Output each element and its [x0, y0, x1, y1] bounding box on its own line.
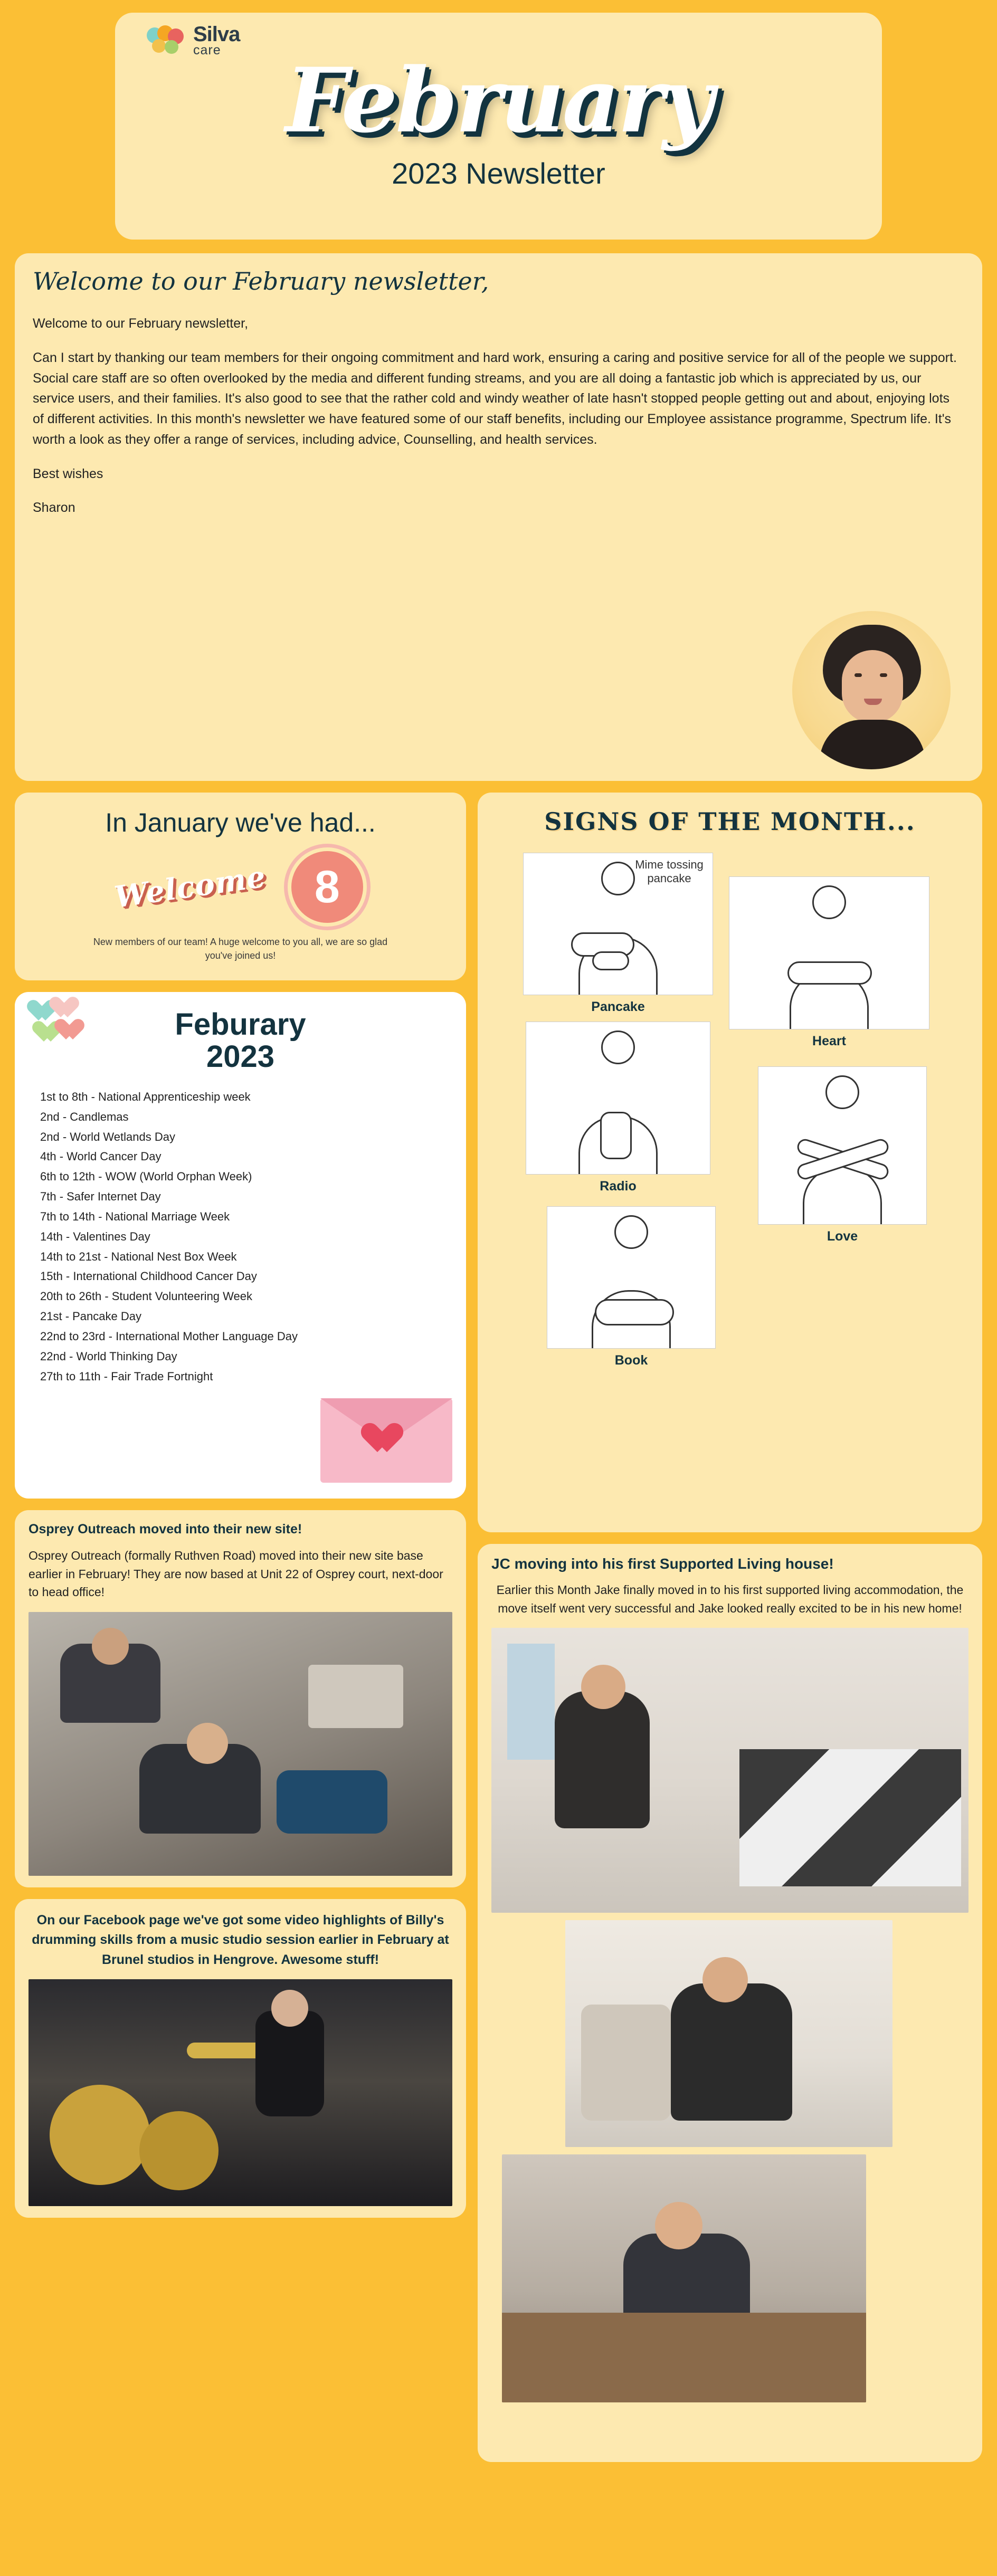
welcome-paragraph: Welcome to our February newsletter,: [33, 316, 249, 331]
sign-love-label: Love: [827, 1229, 858, 1244]
facebook-text: On our Facebook page we've got some video highlights of Billy's drumming skills from a music studio session earlier in February at Brunel studios in Hengrove. Awesome stuff!: [32, 1912, 449, 1967]
list-item: 20th to 26th - Student Volunteering Week: [40, 1290, 252, 1303]
signs-title: SIGNS OF THE MONTH...: [544, 807, 916, 836]
list-item: 2nd - Candlemas: [40, 1110, 129, 1123]
page-title: February: [285, 47, 712, 152]
welcome-badge-text: Welcome: [112, 859, 268, 915]
list-item: 7th - Safer Internet Day: [40, 1190, 161, 1204]
february-title-line1: Feburary: [175, 1007, 306, 1042]
february-title: [29, 1009, 452, 1073]
left-column: [15, 793, 466, 2229]
january-title: In January we've had...: [105, 808, 376, 837]
welcome-paragraph: Best wishes: [33, 466, 103, 481]
list-item: 1st to 8th - National Apprenticeship week: [40, 1090, 251, 1103]
welcome-body: [33, 313, 962, 518]
welcome-paragraph: Can I start by thanking our team members for their ongoing commitment and hard work, ensuring a caring and positive service for all of the people we support. Social care staff are so often overlooked by the media and different funding streams, and you are all doing a fantastic job which is appreciated by us, our service users, and their families. It's also good to see that the rather cold and windy weather of late hasn't stopped people getting out and about, enjoying lots of different activities. In this month's newsletter we have featured some of our staff benefits, including our Employee assistance programme, Spectrum life. It's worth a look as they offer a range of services, including advice, Counselling, and health services.: [33, 350, 957, 447]
osprey-card: [15, 1510, 466, 1887]
list-item: 27th to 11th - Fair Trade Fortnight: [40, 1369, 213, 1383]
sign-pancake-note: Mime tossing pancake: [635, 858, 704, 885]
brand-name-line2: care: [193, 43, 221, 58]
jc-photo-bedroom: [491, 1628, 968, 1913]
sign-radio: [526, 1022, 710, 1194]
sign-book-label: Book: [614, 1353, 648, 1368]
new-members-count: 8: [288, 847, 367, 927]
drums-photo: [29, 1979, 452, 2206]
list-item: 22nd - World Thinking Day: [40, 1349, 177, 1363]
jc-text: Earlier this Month Jake finally moved in to his first supported living accommodation, the move itself went very successful and Jake looked really excited to be in his new home!: [496, 1583, 964, 1615]
signs-card: [478, 793, 982, 1532]
sign-radio-label: Radio: [600, 1179, 637, 1194]
sign-book: [547, 1206, 716, 1368]
flower-logo-icon: [147, 25, 186, 56]
jc-photo-table: [502, 2154, 866, 2402]
welcome-heading: Welcome to our February newsletter,: [33, 267, 489, 295]
right-column: [478, 793, 982, 2474]
january-caption: New members of our team! A huge welcome to you all, we are so glad you've joined us!: [93, 937, 388, 961]
list-item: 7th to 14th - National Marriage Week: [40, 1209, 230, 1223]
february-date-list: [29, 1087, 452, 1386]
sign-pancake-label: Pancake: [591, 999, 645, 1014]
brand-name-line1: Silva: [193, 23, 240, 46]
list-item: 21st - Pancake Day: [40, 1310, 141, 1323]
sign-heart: [729, 876, 929, 1049]
heart-icon: [60, 1019, 84, 1042]
jc-card: [478, 1544, 982, 2462]
january-stats-card: [15, 793, 466, 980]
list-item: 6th to 12th - WOW (World Orphan Week): [40, 1170, 252, 1184]
brand-name: [193, 24, 240, 57]
facebook-card: [15, 1899, 466, 2218]
january-badge-row: [29, 847, 452, 927]
header-card: [115, 13, 882, 240]
envelope-heart-icon: [320, 1398, 452, 1483]
list-item: 14th - Valentines Day: [40, 1229, 150, 1243]
list-item: 15th - International Childhood Cancer Day: [40, 1270, 257, 1283]
content-columns: [15, 793, 982, 2474]
list-item: 14th to 21st - National Nest Box Week: [40, 1249, 237, 1263]
list-item: 4th - World Cancer Day: [40, 1150, 162, 1163]
list-item: 22nd to 23rd - International Mother Language Day: [40, 1329, 298, 1343]
february-title-line2: 2023: [206, 1039, 275, 1074]
heart-icon: [55, 997, 79, 1019]
jc-photo-armchair: [565, 1920, 892, 2147]
welcome-paragraph: Sharon: [33, 500, 75, 516]
signs-grid: [491, 847, 968, 1518]
sign-heart-label: Heart: [812, 1034, 846, 1048]
newsletter-subtitle: 2023 Newsletter: [392, 157, 605, 190]
avatar: [792, 611, 951, 769]
list-item: 2nd - World Wetlands Day: [40, 1130, 175, 1143]
osprey-photo: [29, 1612, 452, 1876]
jc-title: JC moving into his first Supported Living house!: [491, 1556, 834, 1572]
sign-love: [758, 1066, 927, 1244]
osprey-text: Osprey Outreach (formally Ruthven Road) moved into their new site base earlier in February! They are now based at Unit 22 of Osprey court, next-door to head office!: [29, 1549, 443, 1599]
osprey-title: Osprey Outreach moved into their new site!: [29, 1522, 302, 1537]
sign-pancake: [523, 853, 713, 1015]
february-dates-card: [15, 992, 466, 1499]
welcome-section: [15, 253, 982, 781]
